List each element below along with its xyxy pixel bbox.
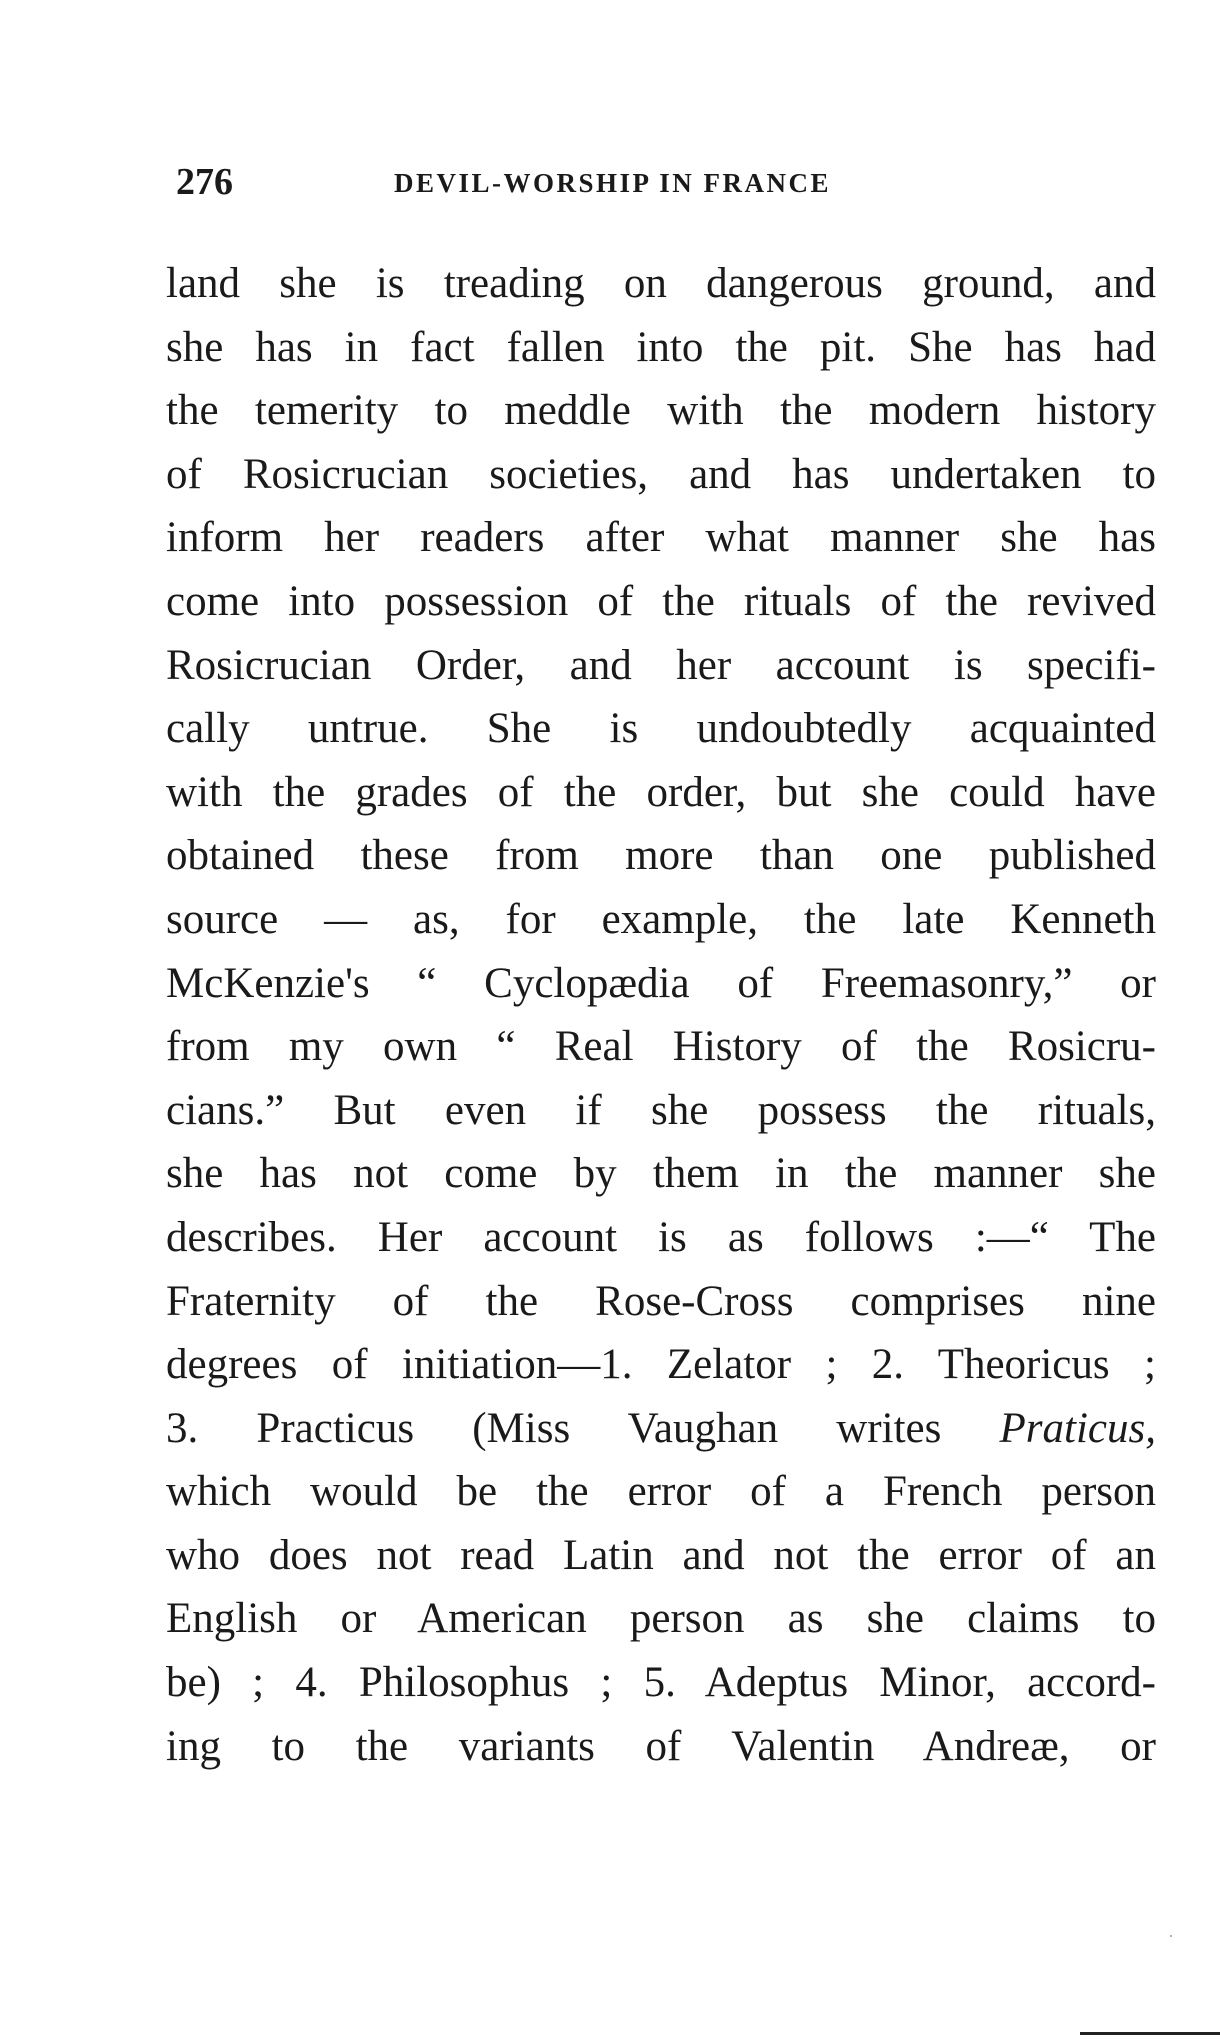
text-line: McKenzie's “ Cyclopædia of Freemasonry,” or [166,959,1156,1007]
text-line: ing to the variants of Valentin Andreæ, or [166,1722,1156,1770]
running-head [176,160,946,208]
text-line: the temerity to meddle with the modern history [166,387,1156,435]
text-line: English or American person as she claims to [166,1595,1156,1643]
paper-speck [1170,1935,1172,1937]
text-line: of Rosicrucian societies, and has undertaken to [166,450,1156,498]
text-line: Fraternity of the Rose-Cross comprises nine [166,1277,1156,1325]
text-line: cians.” But even if she possess the rituals, [166,1086,1156,1134]
body-text [166,252,1156,1778]
text-line: land she is treading on dangerous ground, and [166,260,1156,307]
text-line: source — as, for example, the late Kenneth [166,895,1156,943]
text-line-with-italic [166,1397,1156,1461]
text-line: she has not come by them in the manner she [166,1150,1156,1198]
text-line: obtained these from more than one published [166,832,1156,880]
text-line: which would be the error of a French person [166,1468,1156,1516]
text-line: from my own “ Real History of the Rosicru- [166,1023,1156,1071]
bottom-edge-mark [1080,2032,1220,2035]
text-line: come into possession of the rituals of the revived [166,577,1156,625]
text-line: Rosicrucian Order, and her account is specifi- [166,641,1156,689]
page-number: 276 [176,161,233,203]
running-title: DEVIL-WORSHIP IN FRANCE [394,168,832,198]
italic-word: Praticus, [999,1404,1156,1452]
text-line: who does not read Latin and not the error of an [166,1531,1156,1579]
text-line: she has in fact fallen into the pit. She has had [166,323,1156,371]
text-line: be) ; 4. Philosophus ; 5. Adeptus Minor, accord- [166,1659,1156,1707]
text-line: describes. Her account is as follows :—“ The [166,1213,1156,1261]
text-line: inform her readers after what manner she has [166,514,1156,562]
line-19-roman: 3. Practicus (Miss Vaughan writes [166,1404,1000,1452]
text-line: with the grades of the order, but she could have [166,768,1156,816]
text-line: degrees of initiation—1. Zelator ; 2. Theoricus ; [166,1341,1156,1389]
text-line: cally untrue. She is undoubtedly acquainted [166,705,1156,753]
